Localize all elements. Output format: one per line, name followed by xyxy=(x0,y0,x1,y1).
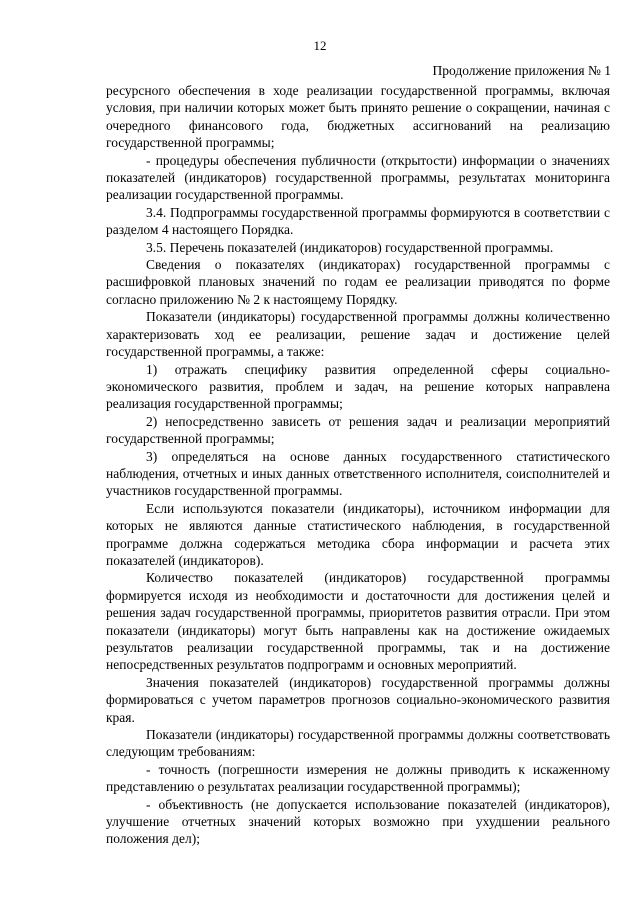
paragraph-item-1: 1) отражать специфику развития определенной сферы социально-экономического развития, проблем и задач, на решение которых направлена реализация государственной программы; xyxy=(106,361,610,412)
paragraph-indicators-requirements: Показатели (индикаторы) государственной программы должны количественно характеризовать ход ее реализации, решение задач и достижение целей государственной программы, а также: xyxy=(106,309,610,360)
document-body xyxy=(106,82,610,848)
paragraph-methodology: Если используются показатели (индикаторы), источником информации для которых не являются данные статистического наблюдения, в государственной программе должна содержаться методика сбора информации и расчета этих показателей (индикаторов). xyxy=(106,500,610,568)
paragraph-indicator-count: Количество показателей (индикаторов) государственной программы формируется исходя из необходимости и достаточности для достижения целей и решения задач государственной программы, приоритетов развития отрасли. При этом показатели (индикаторы) могут быть направлены как на достижение ожидаемых результатов реализации государственной программы, так и на достижение непосредственных результатов подпрограмм и основных мероприятий. xyxy=(106,570,610,673)
paragraph-objectivity: - объективность (не допускается использование показателей (индикаторов), улучшение отчетных значений которых возможно при ухудшении реального положения дел); xyxy=(106,796,610,847)
paragraph-3-5-indicators-list: 3.5. Перечень показателей (индикаторов) государственной программы. xyxy=(146,239,554,255)
paragraph-compliance-requirements: Показатели (индикаторы) государственной программы должны соответствовать следующим требованиям: xyxy=(106,727,610,760)
paragraph-item-2: 2) непосредственно зависеть от решения задач и реализации мероприятий государственной программы; xyxy=(106,413,610,447)
paragraph-indicator-values: Значения показателей (индикаторов) государственной программы должны формироваться с учетом параметров прогнозов социально-экономического развития края. xyxy=(106,674,610,725)
paragraph-3-4-subprograms: 3.4. Подпрограммы государственной программы формируются в соответствии с разделом 4 настоящего Порядка. xyxy=(106,204,610,238)
paragraph-indicators-info: Сведения о показателях (индикаторах) государственной программы с расшифровкой плановых значений по годам ее реализации приводятся по форме согласно приложению № 2 к настоящему Порядку. xyxy=(106,257,610,307)
appendix-continuation-note: Продолжение приложения № 1 xyxy=(432,63,611,78)
paragraph-publicity-procedures: - процедуры обеспечения публичности (открытости) информации о значениях показателей (индикаторов) государственной программы, результатах мониторинга реализации государственной программы. xyxy=(106,152,610,203)
paragraph-resource-continuation: ресурсного обеспечения в ходе реализации государственной программы, включая условия, при наличии которых может быть принято решение о сокращении, начиная с очередного финансового года, бюджетных ассигнований на реализацию государственной программы; xyxy=(106,83,610,151)
page-number: 12 xyxy=(313,38,327,53)
paragraph-item-3: 3) определяться на основе данных государственного статистического наблюдения, отчетных и иных данных ответственного исполнителя, соисполнителей и участников государственной программы. xyxy=(106,448,610,499)
paragraph-accuracy: - точность (погрешности измерения не должны приводить к искаженному представлению о результатах реализации государственной программы); xyxy=(106,761,610,795)
